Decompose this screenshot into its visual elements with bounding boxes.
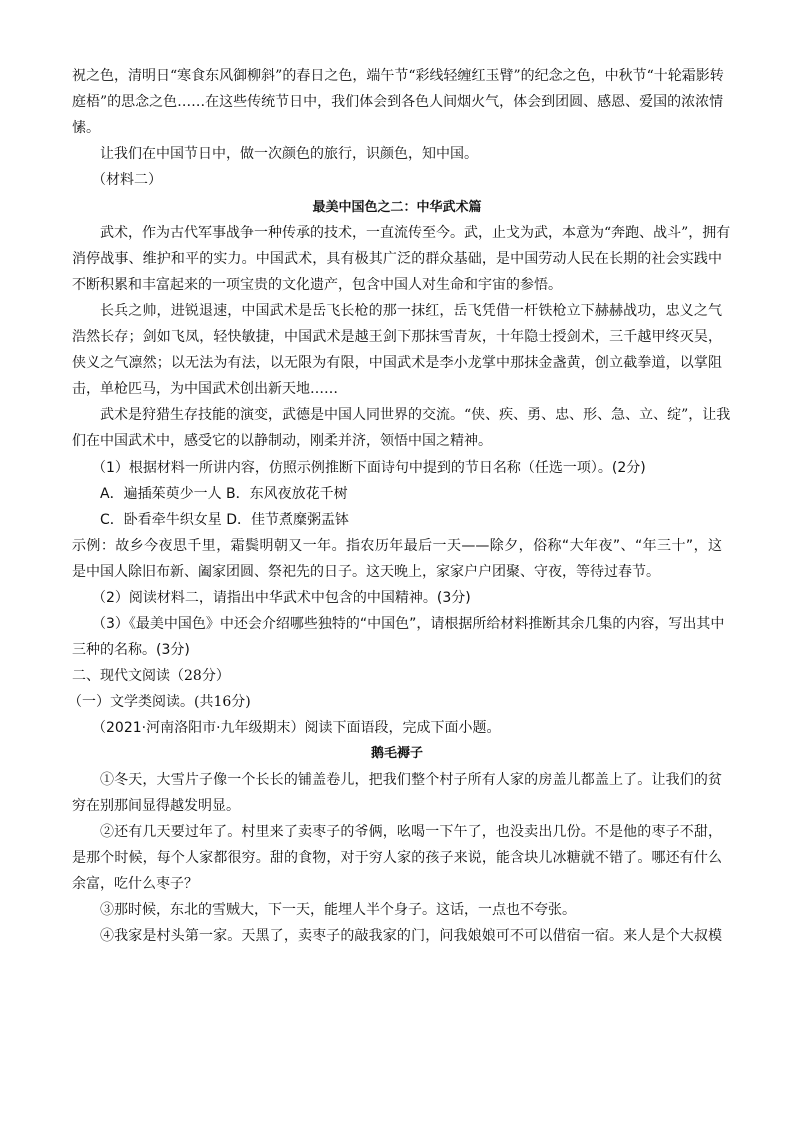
article-title: 鹅毛褥子 [370, 746, 423, 761]
material-heading: （材料二） [92, 172, 162, 188]
paragraph-line: ④我家是村头第一家。天黑了，卖枣子的敲我家的门，问我娘娘可不可以借宿一宿。来人是个大叔模 [100, 928, 722, 944]
paragraph-line: 是那个时候，每个人家都很穷。甜的食物，对于穷人家的孩子来说，能含块儿冰糖就不错了。哪还有什么 [72, 850, 722, 866]
paragraph-line: 愫。 [72, 120, 100, 136]
example-line: 是中国人除旧布新、阖家团圆、祭祀先的日子。这天晚上，家家户户团聚、守夜，等待过春节。 [72, 564, 660, 580]
paragraph-line: 庭梧”的思念之色……在这些传统节日中，我们体会到各色人间烟火气，体会到团圆、感恩、爱国的浓浓情 [72, 94, 724, 110]
paragraph-line: 穷在别那间显得越发明显。 [72, 798, 240, 814]
paragraph-line: 浩然长存；剑如飞凤，轻快敏捷，中国武术是越王剑下那抹雪青灰，十年隐士授剑术，三千越甲终灭吴， [72, 329, 722, 345]
paragraph-line: 侠义之气凛然；以无法为有法，以无限为有限，中国武术是李小龙掌中那抹金盏黄，创立截拳道，以掌阻 [72, 355, 722, 371]
question-1: （1）根据材料一所讲内容，仿照示例推断下面诗句中提到的节日名称（任选一项）。(2分) [92, 460, 646, 476]
paragraph-line: ①冬天，大雪片子像一个长长的铺盖卷儿，把我们整个村子所有人家的房盖儿都盖上了。让我们的贫 [100, 772, 722, 788]
paragraph-line: 武术是狩猎生存技能的演变，武德是中国人同世界的交流。“侠、疾、勇、忠、形、急、立、绽”，让我 [100, 407, 731, 423]
question-2: （2）阅读材料二，请指出中华武术中包含的中国精神。(3分) [92, 590, 471, 606]
option-line: A．遍插茱萸少一人 B．东风夜放花千树 [100, 486, 348, 502]
question-3-cont: 三种的名称。(3分) [72, 642, 190, 658]
paragraph-line: 消停战事、维护和平的实力。中国武术，具有极其广泛的群众基础，是中国劳动人民在长期的社会实践中 [72, 251, 722, 267]
example-line: 示例：故乡今夜思千里，霜鬓明朝又一年。指农历年最后一天——除夕，俗称“大年夜”、“年三十”，这 [72, 538, 722, 554]
paragraph-line: 不断积累和丰富起来的一项宝贵的文化遗产，包含中国人对生命和宇宙的参悟。 [72, 277, 562, 293]
paragraph-line: 们在中国武术中，感受它的以静制动，刚柔并济，领悟中国之精神。 [72, 433, 492, 449]
paragraph-line: 让我们在中国节日中，做一次颜色的旅行，识颜色，知中国。 [100, 146, 478, 162]
paragraph-line: 余富，吃什么枣子？ [72, 876, 198, 892]
source-line: （2021·河南洛阳市·九年级期末）阅读下面语段，完成下面小题。 [92, 720, 501, 736]
question-3: （3）《最美中国色》中还会介绍哪些独特的“中国色”，请根据所给材料推断其余几集的内容，写出其中 [92, 616, 725, 632]
paragraph-line: 武术，作为古代军事战争一种传承的技术，一直流传至今。武，止戈为武，本意为“奔跑、战斗”，拥有 [100, 225, 731, 241]
paragraph-line: 击，单枪匹马，为中国武术创出新天地…… [72, 381, 338, 397]
subsection-heading: （一）文学类阅读。(共16分) [68, 694, 251, 710]
paragraph-line: ③那时候，东北的雪贼大，下一天，能埋人半个身子。这话，一点也不夸张。 [100, 902, 576, 918]
paragraph-line: ②还有几天要过年了。村里来了卖枣子的爷俩，吆喝一下午了，也没卖出几份。不是他的枣子不甜， [100, 824, 722, 840]
section-heading: 二、现代文阅读（28分） [72, 668, 230, 684]
paragraph-line: 祝之色，清明日“寒食东风御柳斜”的春日之色，端午节“彩线轻缠红玉臂”的纪念之色，中秋节“十轮霜影转 [72, 68, 724, 84]
option-line: C．卧看牵牛织女星 D．佳节煮糜粥盂钵 [100, 512, 350, 528]
paragraph-line: 长兵之帅，进锐退速，中国武术是岳飞长枪的那一抹红，岳飞凭借一杆铁枪立下赫赫战功，忠义之气 [100, 303, 722, 319]
section-title: 最美中国色之二：中华武术篇 [312, 200, 482, 215]
